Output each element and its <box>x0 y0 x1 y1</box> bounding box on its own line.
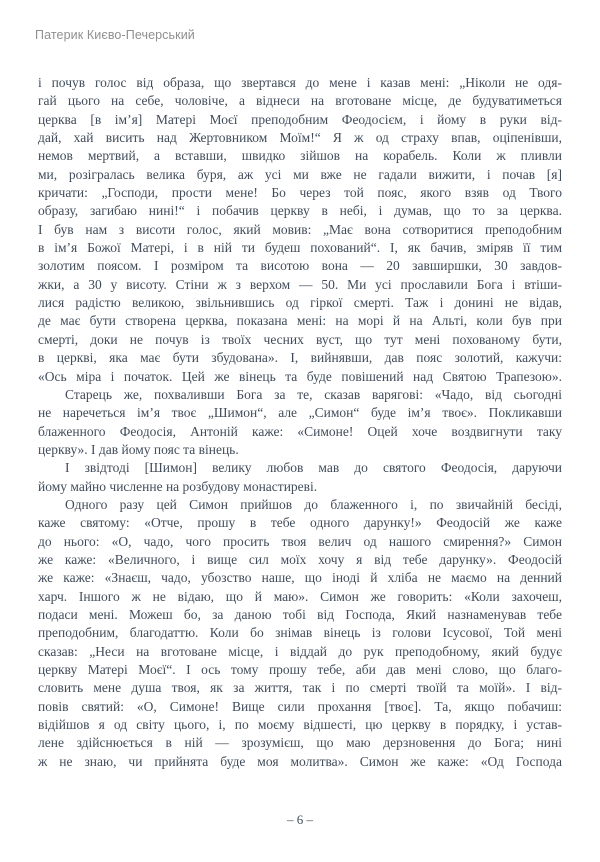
text-line: церкву Матері Моєї“. І ось тому прошу тебе, аби дав мені слово, що благо- <box>38 662 562 677</box>
text-line: ж не знаю, чи прийнята буде моя молитва». Симон же каже: «Од Господа <box>38 753 562 769</box>
text-line: відійшов я од світу цього, і, по моєму відшесті, цю церкву в порядку, і устав- <box>38 717 562 733</box>
text-body <box>38 74 562 771</box>
text-line: образу, загибаю нині!“ і побачив церкву в небі, і думав, що то за церква. <box>38 203 562 219</box>
text-line: немов мертвий, а вставши, швидко зійшов на корабель. Коли ж пливли <box>38 148 562 164</box>
text-line: «Ось міра і початок. Цей же вінець та буде повішений над Святою Трапезою». <box>38 368 562 384</box>
text-line: в ім’я Божої Матері, і в ній ти будеш похований“. І, як бачив, зміряв її тим <box>38 240 562 256</box>
text-line: церква [в ім’я] Матері Моєї преподобним Феодосієм, і йому в руки від- <box>38 111 562 127</box>
text-line: смерті, доки не почув із твоїх чесних вуст, що тут мені похованому бути, <box>38 331 562 347</box>
paragraph <box>38 74 562 386</box>
text-line: Одного разу цей Симон прийшов до блаженного і, по звичайній бесіді, <box>65 496 562 512</box>
text-line: і почув голос від образа, що звертався до мене і казав мені: „Ніколи не одя- <box>38 75 562 90</box>
running-header-title: Патерик Києво-Печерський <box>35 28 195 42</box>
text-line: лися радістю великою, звільнившись од гіркої смерті. Таж і донині не відав, <box>38 295 562 311</box>
text-line: сказав: „Неси на вготоване місце, і віддай до рук преподобному, який будує <box>38 643 562 659</box>
text-line: в церкві, яка має бути збудована». І, вийнявши, дав пояс золотий, кажучи: <box>38 350 562 366</box>
text-line: І звідтоді [Шимон] велику любов мав до святого Феодосія, даруючи <box>65 460 562 476</box>
text-line: І був нам з висоти голос, який мовив: „Має вона сотворитися преподобним <box>38 221 562 237</box>
text-line: блаженного Феодосія, Антоній каже: «Симоне! Оцей хоче воздвигнути таку <box>38 423 562 439</box>
text-line: кричати: „Господи, прости мене! Бо через той пояс, якого взяв од Твого <box>38 185 562 201</box>
text-line: повів святий: «О, Симоне! Вище сили прохання [твоє]. Та, якщо побачиш: <box>38 698 562 714</box>
page-number: – 6 – <box>287 812 313 827</box>
text-line: же каже: «Величного, і вище сил моїх хочу я від тебе дарунку». Феодосій <box>38 551 562 567</box>
text-line: золотим поясом. І розміром та висотою вона — 20 завширшки, 30 завдов- <box>38 258 562 274</box>
text-line: лене здійснюється в ній — зрозумієш, що маю дерзновення до Бога; нині <box>38 735 562 751</box>
text-line: дай, хай висить над Жертовником Моїм!“ Я ж од страху впав, оціпенівши, <box>38 130 562 146</box>
text-line: жки, а 30 у висоту. Стіни ж з верхом — 50. Ми усі прославили Бога і втіши- <box>38 276 562 292</box>
text-line: преподобним, благодаттю. Коли бо знімав вінець із голови Ісусової, Той мені <box>38 625 562 641</box>
text-line: же каже: «Знаєш, чадо, убозство наше, що іноді й хліба не маємо на денний <box>38 570 562 586</box>
text-line: де має бути створена церква, показана мені: на морі й на Альті, коли був при <box>38 313 562 329</box>
paragraph <box>38 459 562 496</box>
text-line: словить мене душа твоя, як за життя, так і по смерті твоїй та моїй». І від- <box>38 680 562 696</box>
text-line: гай цього на себе, чоловіче, а віднеси на вготоване місце, де будуватиметься <box>38 93 562 109</box>
text-line: харч. Іншого ж не відаю, що й маю». Симон же говорить: «Коли захочеш, <box>38 588 562 604</box>
text-line: йому майно численне на розбудову монастиреві. <box>38 478 318 494</box>
text-line: Старець же, похваливши Бога за те, сказав варягові: «Чадо, від сьогодні <box>65 386 562 402</box>
text-line: не наречеться ім’я твоє „Шимон“, але „Симон“ буде ім’я твоє». Покликавши <box>38 405 562 421</box>
paragraph <box>38 496 562 771</box>
text-line: каже святому: «Отче, прошу в тебе одного дарунку!» Феодосій же каже <box>38 515 562 531</box>
text-line: ми, розігралась велика буря, аж усі ми вже не гадали вижити, і почав [я] <box>38 166 562 182</box>
text-line: церкву». І дав йому пояс та вінець. <box>38 441 239 457</box>
paragraph <box>38 386 562 459</box>
text-line: подаси мені. Можеш бо, за даною тобі від Господа, Який назнаменував тебе <box>38 606 562 622</box>
text-line: до нього: «О, чадо, чого просить твоя велич од нашого смирення?» Симон <box>38 533 562 549</box>
